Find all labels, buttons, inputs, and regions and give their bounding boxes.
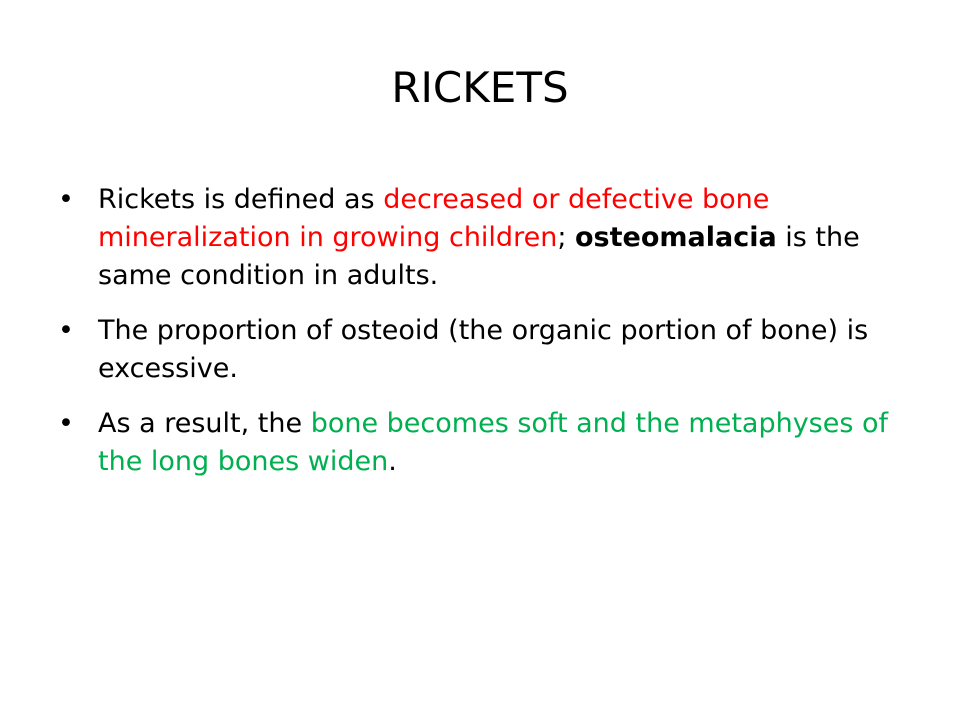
bullet-text: The proportion of osteoid (the organic portion of bone) is excessive. bbox=[98, 315, 869, 384]
bullet-item-osteoid bbox=[58, 312, 908, 388]
bullet-text: . bbox=[388, 446, 397, 477]
bullet-icon: • bbox=[58, 408, 74, 439]
bullet-list bbox=[58, 181, 908, 498]
bullet-text: is the same condition in adults. bbox=[98, 222, 860, 291]
bold-term: osteomalacia bbox=[575, 222, 777, 253]
bullet-item-definition bbox=[58, 181, 908, 295]
bullet-text: Rickets is defined as bbox=[98, 184, 384, 215]
highlight-green-text: bone becomes soft and the metaphyses of the long bones widen bbox=[98, 408, 889, 477]
bullet-text: As a result, the bbox=[98, 408, 311, 439]
highlight-red-text: decreased or defective bone mineralization in growing children bbox=[98, 184, 770, 253]
bullet-icon: • bbox=[58, 184, 74, 215]
bullet-item-result bbox=[58, 405, 908, 481]
slide-title: RICKETS bbox=[391, 63, 569, 112]
bullet-text: ; bbox=[557, 222, 575, 253]
bullet-icon: • bbox=[58, 315, 74, 346]
